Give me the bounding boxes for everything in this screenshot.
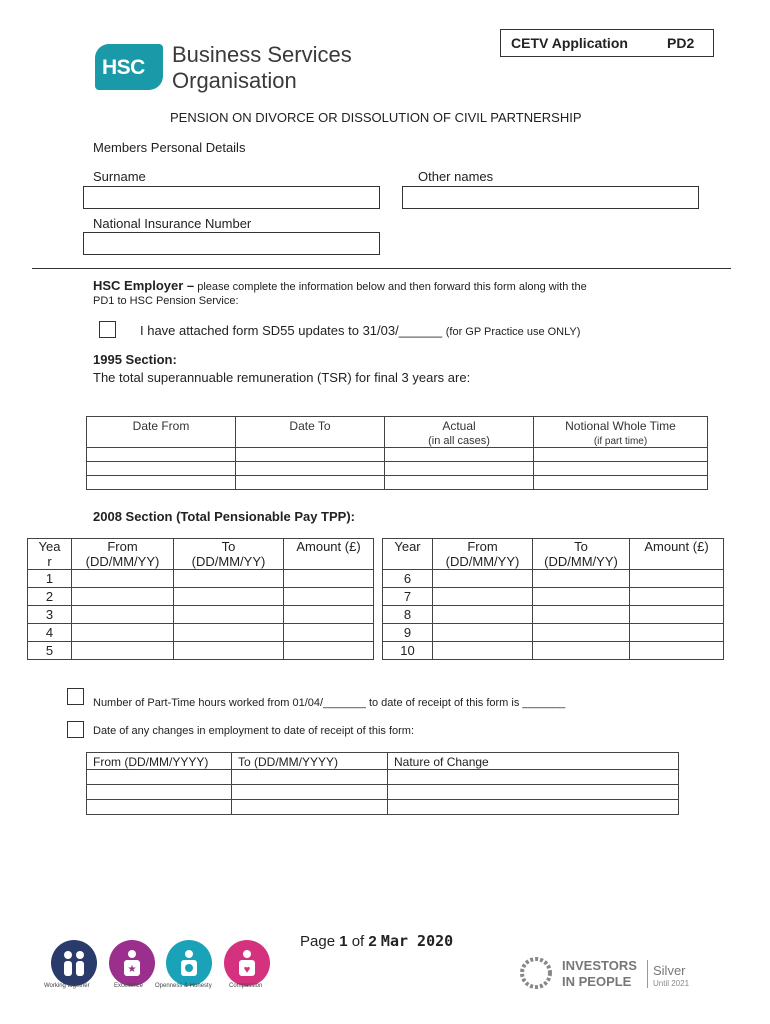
- tsr-table: [86, 416, 708, 490]
- page-title: PENSION ON DIVORCE OR DISSOLUTION OF CIVIL PARTNERSHIP: [170, 110, 582, 125]
- surname-label: Surname: [93, 169, 146, 184]
- col-date-to: Date To: [236, 417, 385, 448]
- logo-text: HSC: [102, 56, 145, 79]
- col-notional: Notional Whole Time (if part time): [534, 417, 708, 448]
- col-from: From (DD/MM/YY): [433, 539, 533, 570]
- openness-honesty-icon: [166, 940, 212, 986]
- value-label-4: Compassion: [229, 983, 263, 989]
- year-cell: 5: [28, 642, 72, 660]
- year-cell: 2: [28, 588, 72, 606]
- tpp-table-left: [27, 538, 374, 660]
- other-names-input[interactable]: [402, 186, 699, 209]
- col-to: To (DD/MM/YY): [174, 539, 284, 570]
- tpp-table-right: [382, 538, 724, 660]
- table-row: [28, 642, 374, 660]
- personal-heading: Members Personal Details: [93, 140, 246, 155]
- year-cell: 3: [28, 606, 72, 624]
- table-row: [87, 785, 679, 800]
- year-cell: 9: [383, 624, 433, 642]
- col-actual: Actual (in all cases): [385, 417, 534, 448]
- attached-note: (for GP Practice use ONLY): [445, 326, 581, 338]
- employer-bold: HSC Employer –: [93, 278, 195, 293]
- value-label-3: Openness & Honesty: [155, 983, 212, 989]
- changes-checkbox[interactable]: [67, 721, 84, 738]
- attached-text: I have attached form SD55 updates to 31/03/______: [140, 323, 443, 338]
- hsc-logo: [95, 44, 163, 90]
- section1995-text: The total superannuable remuneration (TSR) for final 3 years are:: [93, 370, 471, 385]
- year-cell: 1: [28, 570, 72, 588]
- col-amount: Amount (£): [630, 539, 724, 570]
- org-name-line2: Organisation: [172, 68, 297, 93]
- ni-input[interactable]: [83, 232, 380, 255]
- employer-text1: please complete the information below and then forward this form along with the: [194, 281, 587, 293]
- form-title: CETV Application: [511, 35, 628, 51]
- employer-line1: [93, 278, 587, 293]
- col-from: From (DD/MM/YY): [72, 539, 174, 570]
- value-label-1: Working together: [44, 983, 90, 989]
- org-name-line1: Business Services: [172, 42, 352, 67]
- surname-input[interactable]: [83, 186, 380, 209]
- parttime-checkbox[interactable]: [67, 688, 84, 705]
- table-row: [87, 462, 708, 476]
- table-row: [383, 606, 724, 624]
- footer-date: Mar 2020: [380, 932, 454, 950]
- page-number: Page 1 of 2 Mar 2020: [300, 932, 454, 950]
- iip-line2: IN PEOPLE: [562, 974, 632, 989]
- parttime-label: Number of Part-Time hours worked from 01/04/_______ to date of receipt of this form is _______: [93, 697, 566, 709]
- col-amount: Amount (£): [284, 539, 374, 570]
- value-label-2: Excellence: [114, 983, 144, 989]
- form-code: PD2: [667, 35, 695, 51]
- table-row: [383, 588, 724, 606]
- attached-sd55-label: [140, 323, 580, 338]
- table-row: [383, 570, 724, 588]
- col-date-from: Date From: [87, 417, 236, 448]
- attached-sd55-checkbox[interactable]: [99, 321, 116, 338]
- year-cell: 8: [383, 606, 433, 624]
- ni-label: National Insurance Number: [93, 216, 252, 231]
- table-row: [28, 606, 374, 624]
- section2008-heading: 2008 Section (Total Pensionable Pay TPP):: [93, 509, 355, 524]
- excellence-icon: [109, 940, 155, 986]
- table-row: [87, 770, 679, 785]
- table-row: [383, 624, 724, 642]
- iip-until: Until 2021: [653, 979, 690, 988]
- year-cell: 4: [28, 624, 72, 642]
- table-row: [87, 448, 708, 462]
- table-row: [383, 642, 724, 660]
- col-year: Yea r: [28, 539, 72, 570]
- divider: [32, 268, 731, 269]
- changes-label: Date of any changes in employment to date of receipt of this form:: [93, 725, 415, 737]
- year-cell: 6: [383, 570, 433, 588]
- table-row: [28, 624, 374, 642]
- section1995-heading: 1995 Section:: [93, 352, 177, 367]
- year-cell: 10: [383, 642, 433, 660]
- svg-text:★: ★: [127, 964, 137, 975]
- iip-line1: INVESTORS: [562, 958, 637, 973]
- col-to-date: To (DD/MM/YYYY): [232, 753, 388, 770]
- form-id-box: [500, 29, 714, 57]
- changes-table: [86, 752, 679, 815]
- other-names-label: Other names: [418, 169, 494, 184]
- table-row: [28, 588, 374, 606]
- col-year: Year: [383, 539, 433, 570]
- table-row: [87, 476, 708, 490]
- iip-silver: Silver: [653, 963, 686, 978]
- employer-line2: PD1 to HSC Pension Service:: [93, 295, 239, 307]
- table-row: [28, 570, 374, 588]
- svg-text:♥: ♥: [243, 964, 251, 976]
- iip-divider: [647, 960, 648, 988]
- compassion-icon: [224, 940, 270, 986]
- col-nature: Nature of Change: [388, 753, 679, 770]
- col-to: To (DD/MM/YY): [533, 539, 630, 570]
- col-from-date: From (DD/MM/YYYY): [87, 753, 232, 770]
- iip-wreath-icon: [518, 956, 554, 990]
- working-together-icon: [51, 940, 97, 986]
- table-row: [87, 800, 679, 815]
- year-cell: 7: [383, 588, 433, 606]
